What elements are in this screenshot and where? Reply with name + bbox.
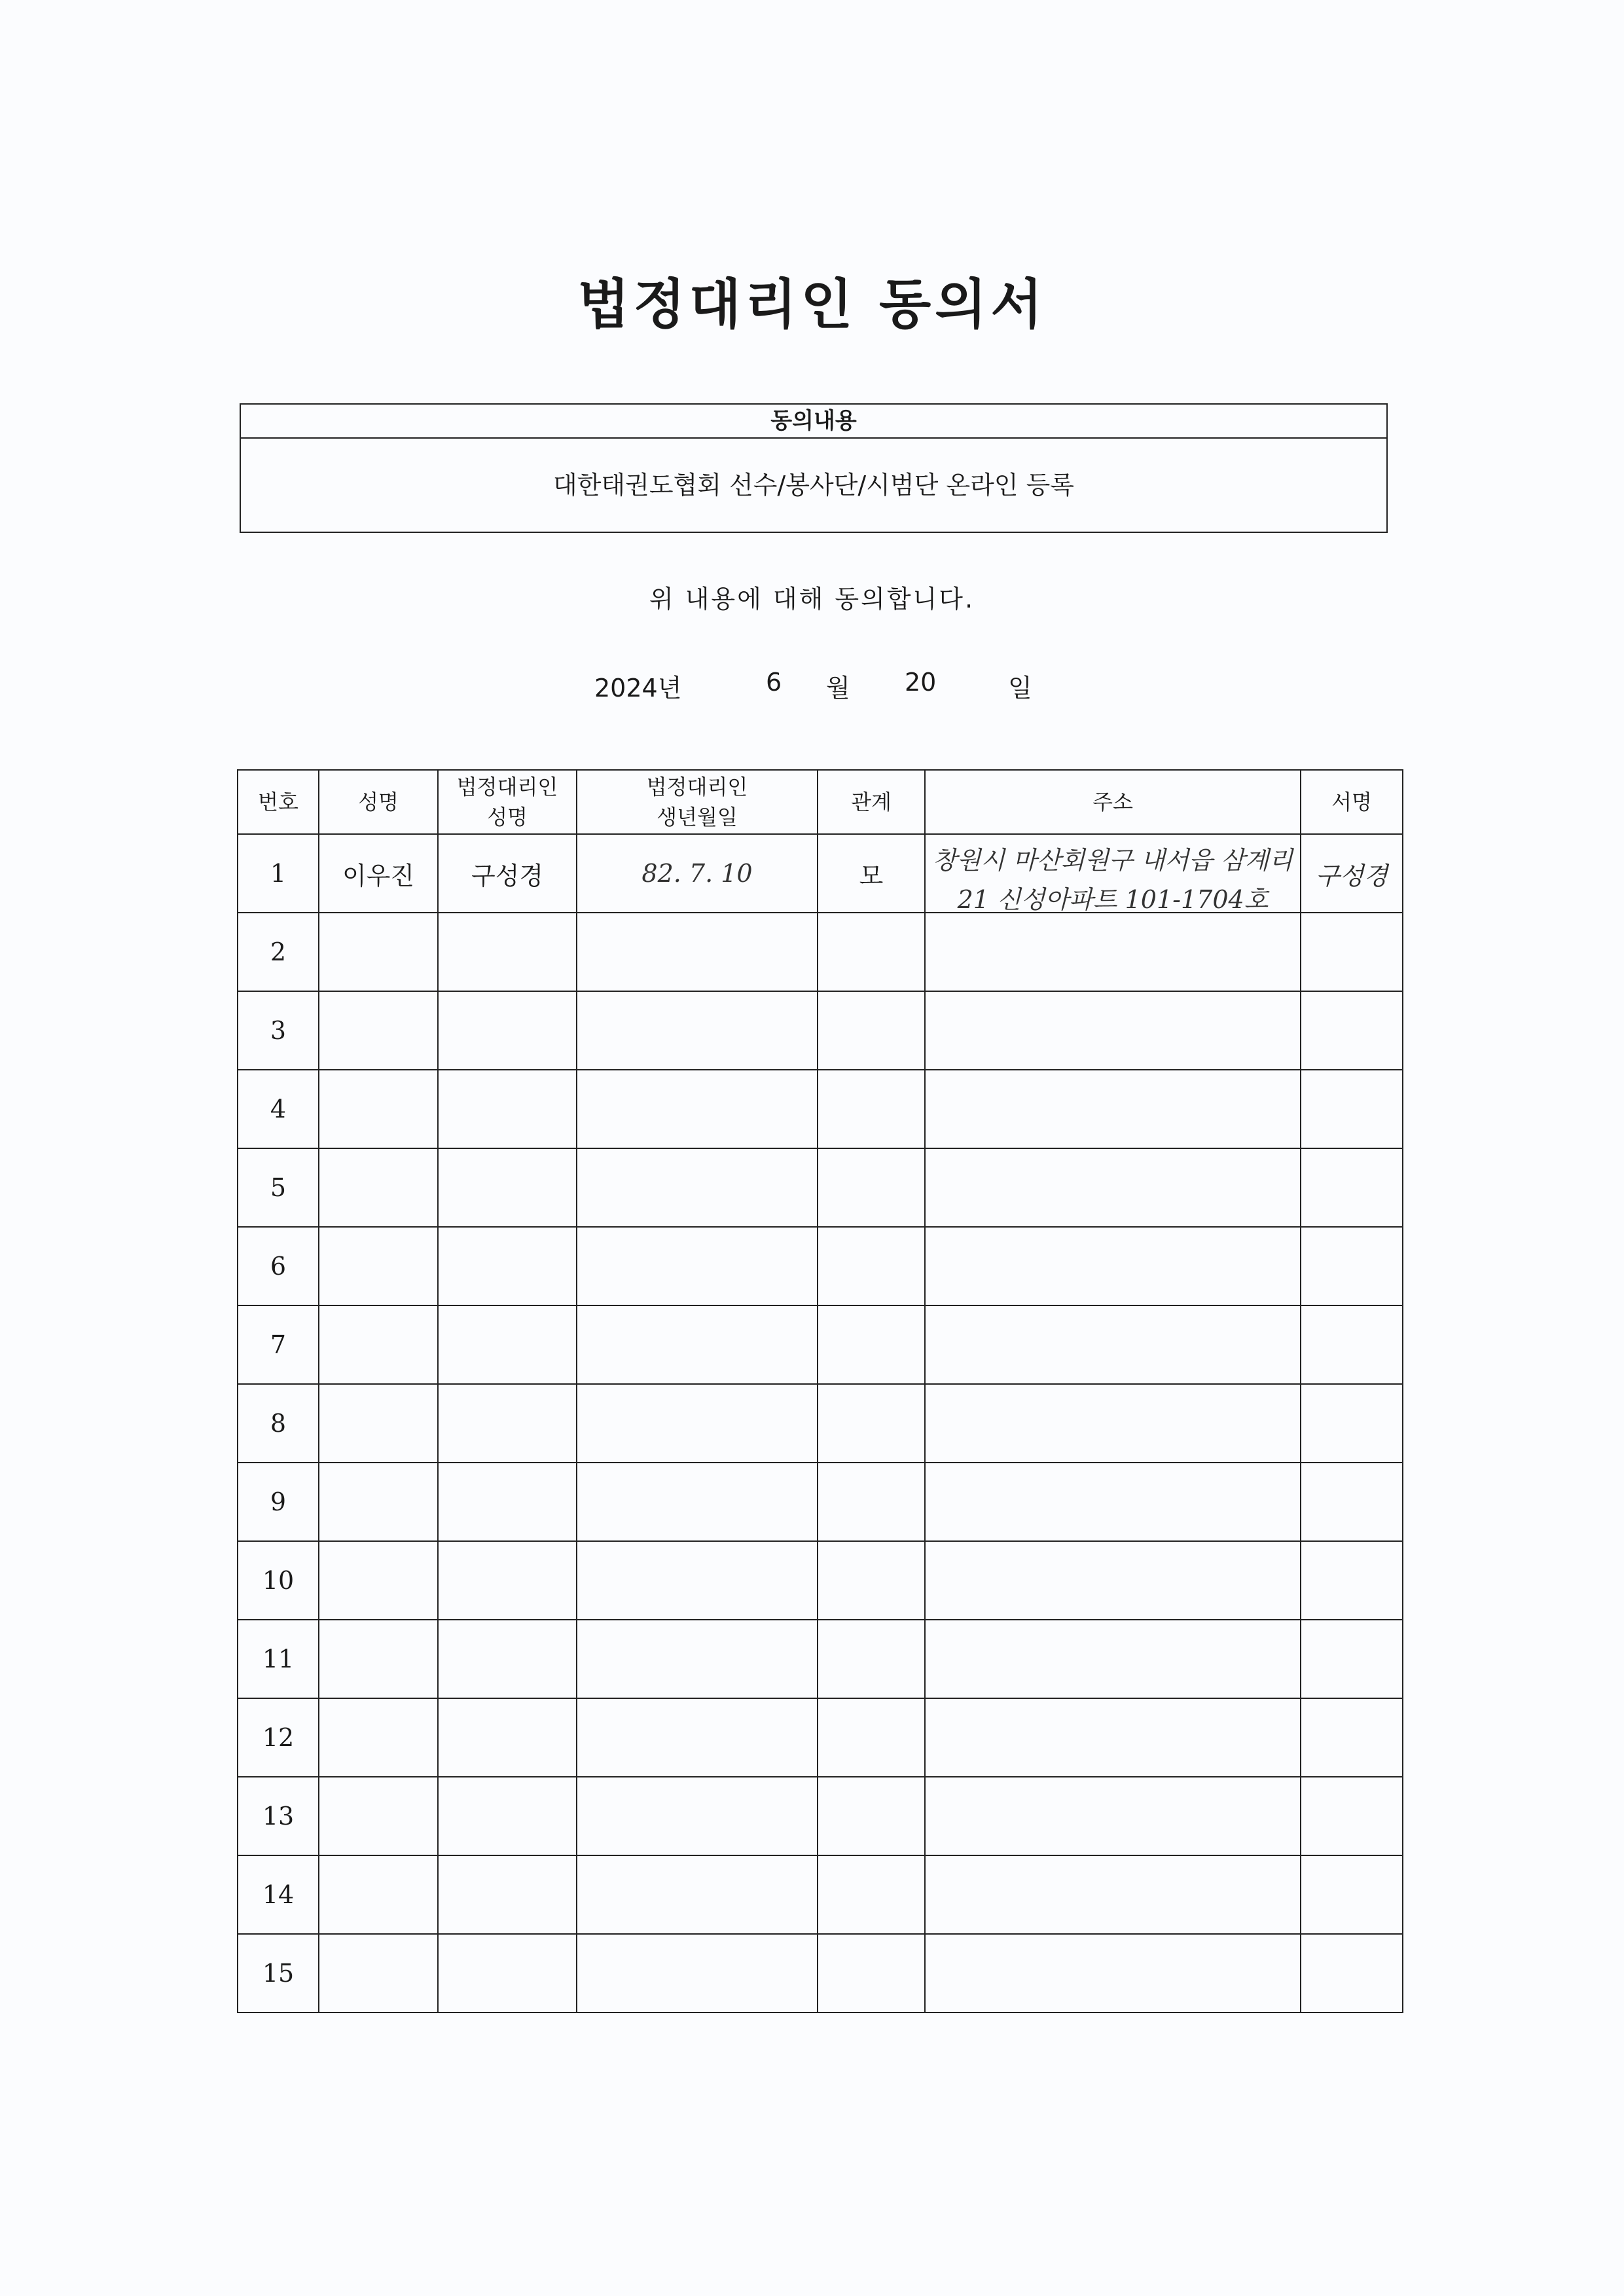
empty-cell <box>925 1305 1301 1384</box>
empty-cell <box>577 913 818 991</box>
empty-cell <box>438 1698 577 1777</box>
page-title: 법정대리인 동의서 <box>577 274 1047 336</box>
table-row <box>238 991 1403 1070</box>
table-row <box>238 1148 1403 1227</box>
row-number: 11 <box>238 1620 319 1698</box>
empty-cell <box>1301 1934 1403 2013</box>
empty-cell <box>319 1384 438 1463</box>
empty-cell <box>818 1698 925 1777</box>
row-number: 1 <box>238 834 319 913</box>
empty-cell <box>319 1855 438 1934</box>
header-guardian-name <box>438 770 577 834</box>
empty-cell <box>577 1227 818 1305</box>
empty-cell <box>925 991 1301 1070</box>
empty-cell <box>319 1305 438 1384</box>
header-guardian-name-line2: 성명 <box>487 805 528 829</box>
empty-cell <box>438 1934 577 2013</box>
empty-cell <box>438 991 577 1070</box>
row-address-line2: 21 신성아파트 101-1704호 <box>957 885 1269 914</box>
table-row <box>238 1698 1403 1777</box>
empty-cell <box>925 1934 1301 2013</box>
row-guardian-birth: 82. 7. 10 <box>577 834 818 913</box>
empty-cell <box>319 991 438 1070</box>
row-number: 9 <box>238 1463 319 1541</box>
table-row <box>238 1777 1403 1855</box>
table-row <box>238 1855 1403 1934</box>
empty-cell <box>438 1148 577 1227</box>
empty-cell <box>818 1305 925 1384</box>
consent-body: 대한태권도협회 선수/봉사단/시범단 온라인 등록 <box>552 471 1074 500</box>
empty-cell <box>818 1620 925 1698</box>
table-row <box>238 1934 1403 2013</box>
empty-cell <box>818 1855 925 1934</box>
empty-cell <box>925 913 1301 991</box>
empty-cell <box>438 1227 577 1305</box>
empty-cell <box>818 1148 925 1227</box>
empty-cell <box>818 1541 925 1620</box>
date-year: 2024년 <box>594 674 682 702</box>
empty-cell <box>1301 1305 1403 1384</box>
empty-cell <box>319 1698 438 1777</box>
empty-cell <box>1301 913 1403 991</box>
table-row <box>238 1620 1403 1698</box>
header-relation: 관계 <box>818 770 925 834</box>
empty-cell <box>818 913 925 991</box>
empty-cell <box>925 1463 1301 1541</box>
empty-cell <box>319 1148 438 1227</box>
empty-cell <box>1301 1777 1403 1855</box>
empty-cell <box>818 1384 925 1463</box>
header-guardian-name-line1: 법정대리인 <box>456 774 558 799</box>
empty-cell <box>577 1934 818 2013</box>
row-address-line1: 창원시 마산회원구 내서읍 삼계리 <box>932 846 1293 875</box>
empty-cell <box>319 1620 438 1698</box>
header-signature: 서명 <box>1301 770 1403 834</box>
empty-cell <box>1301 1620 1403 1698</box>
consent-content-box <box>240 403 1388 533</box>
empty-cell <box>925 1541 1301 1620</box>
empty-cell <box>577 1148 818 1227</box>
empty-cell <box>319 913 438 991</box>
empty-cell <box>319 1070 438 1148</box>
table-row <box>238 1070 1403 1148</box>
row-number: 14 <box>238 1855 319 1934</box>
table-header-row <box>238 770 1403 834</box>
date-line <box>0 668 1624 707</box>
empty-cell <box>925 1698 1301 1777</box>
empty-cell <box>1301 1148 1403 1227</box>
empty-cell <box>1301 991 1403 1070</box>
empty-cell <box>577 1463 818 1541</box>
date-month-unit: 월 <box>826 674 850 702</box>
row-address <box>925 834 1301 913</box>
row-number: 6 <box>238 1227 319 1305</box>
table-row <box>238 1541 1403 1620</box>
row-number: 13 <box>238 1777 319 1855</box>
empty-cell <box>925 1855 1301 1934</box>
empty-cell <box>438 1070 577 1148</box>
empty-cell <box>438 1777 577 1855</box>
empty-cell <box>1301 1384 1403 1463</box>
date-day-unit: 일 <box>1008 674 1032 702</box>
empty-cell <box>1301 1541 1403 1620</box>
empty-cell <box>1301 1698 1403 1777</box>
header-guardian-birth-line1: 법정대리인 <box>646 774 748 799</box>
row-signature: 구성경 <box>1301 834 1403 913</box>
row-number: 7 <box>238 1305 319 1384</box>
empty-cell <box>577 1698 818 1777</box>
empty-cell <box>925 1620 1301 1698</box>
table-row <box>238 913 1403 991</box>
empty-cell <box>319 1463 438 1541</box>
table-row <box>238 1227 1403 1305</box>
empty-cell <box>577 1541 818 1620</box>
empty-cell <box>577 1305 818 1384</box>
empty-cell <box>818 1934 925 2013</box>
empty-cell <box>925 1070 1301 1148</box>
table-row <box>238 1463 1403 1541</box>
header-guardian-birth-line2: 생년월일 <box>657 805 738 829</box>
date-month: 6 <box>766 668 782 697</box>
empty-cell <box>577 1070 818 1148</box>
empty-cell <box>319 1777 438 1855</box>
empty-cell <box>438 1541 577 1620</box>
table-row <box>238 1305 1403 1384</box>
row-number: 2 <box>238 913 319 991</box>
empty-cell <box>1301 1855 1403 1934</box>
empty-cell <box>925 1227 1301 1305</box>
row-number: 3 <box>238 991 319 1070</box>
empty-cell <box>818 1777 925 1855</box>
header-address: 주소 <box>925 770 1301 834</box>
agreement-text: 위 내용에 대해 동의합니다. <box>649 585 975 613</box>
row-relation: 모 <box>818 834 925 913</box>
row-number: 15 <box>238 1934 319 2013</box>
empty-cell <box>577 991 818 1070</box>
empty-cell <box>818 1227 925 1305</box>
empty-cell <box>925 1384 1301 1463</box>
empty-cell <box>577 1777 818 1855</box>
row-number: 4 <box>238 1070 319 1148</box>
date-day: 20 <box>905 668 937 697</box>
consent-header: 동의내용 <box>241 405 1386 439</box>
empty-cell <box>818 1070 925 1148</box>
row-number: 8 <box>238 1384 319 1463</box>
empty-cell <box>438 1305 577 1384</box>
row-name: 이우진 <box>319 834 438 913</box>
empty-cell <box>319 1934 438 2013</box>
row-number: 5 <box>238 1148 319 1227</box>
empty-cell <box>319 1541 438 1620</box>
row-guardian-name: 구성경 <box>438 834 577 913</box>
empty-cell <box>438 1463 577 1541</box>
guardian-table <box>237 769 1403 2013</box>
empty-cell <box>1301 1463 1403 1541</box>
table-row <box>238 1384 1403 1463</box>
table-row <box>238 834 1403 913</box>
row-number: 12 <box>238 1698 319 1777</box>
empty-cell <box>818 1463 925 1541</box>
empty-cell <box>438 1855 577 1934</box>
empty-cell <box>1301 1227 1403 1305</box>
empty-cell <box>577 1384 818 1463</box>
empty-cell <box>925 1777 1301 1855</box>
empty-cell <box>438 1620 577 1698</box>
empty-cell <box>577 1855 818 1934</box>
empty-cell <box>818 991 925 1070</box>
empty-cell <box>577 1620 818 1698</box>
header-guardian-birth <box>577 770 818 834</box>
empty-cell <box>438 1384 577 1463</box>
empty-cell <box>925 1148 1301 1227</box>
empty-cell <box>1301 1070 1403 1148</box>
empty-cell <box>319 1227 438 1305</box>
empty-cell <box>438 913 577 991</box>
header-number: 번호 <box>238 770 319 834</box>
header-name: 성명 <box>319 770 438 834</box>
row-number: 10 <box>238 1541 319 1620</box>
